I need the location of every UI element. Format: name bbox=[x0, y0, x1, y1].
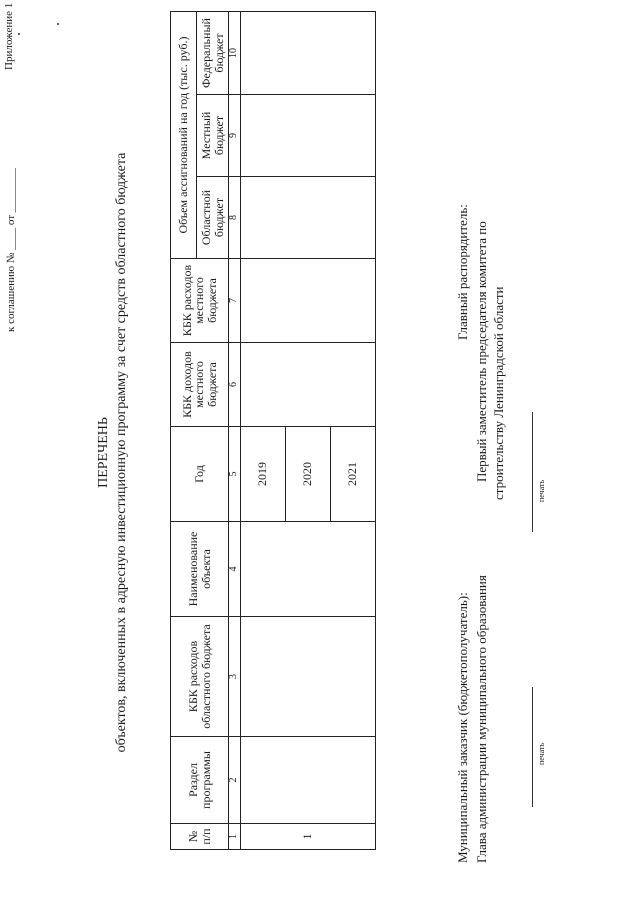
header-section: Раздел программы bbox=[171, 737, 229, 824]
manager-title: Главный распорядитель: bbox=[455, 204, 470, 340]
scan-dot bbox=[18, 33, 20, 35]
cell-section bbox=[240, 737, 375, 824]
cell-object-name bbox=[240, 522, 375, 617]
manager-position-line2: строительству Ленинградской области bbox=[491, 286, 506, 500]
cell-kbk-income-local bbox=[240, 343, 375, 427]
cell-year: 2021 bbox=[330, 427, 375, 522]
header-year: Год bbox=[171, 427, 229, 522]
cell-local-budget bbox=[240, 95, 375, 177]
header-federal-budget: Федеральный бюджет bbox=[197, 12, 229, 95]
document-subtitle: объектов, включенных в адресную инвестиционную программу за счет средств областного бюджета bbox=[114, 152, 129, 753]
manager-position-line1: Первый заместитель председателя комитета по bbox=[474, 221, 489, 482]
cell-kbk-expense-local bbox=[240, 259, 375, 343]
header-allocations: Объем ассигнований на год (тыс. руб.) bbox=[171, 12, 197, 259]
header-object-name: Наименование объекта bbox=[171, 522, 229, 617]
agreement-reference: к соглашению № ____ от ________ bbox=[5, 168, 17, 332]
column-number: 5 bbox=[229, 427, 241, 522]
cell-year: 2019 bbox=[240, 427, 285, 522]
manager-stamp-label: печать bbox=[537, 479, 546, 502]
column-number: 7 bbox=[229, 259, 241, 343]
table-row bbox=[240, 12, 285, 850]
header-local-budget: Местный бюджет bbox=[197, 95, 229, 177]
header-kbk-regional: КБК расходов областного бюджета bbox=[171, 617, 229, 737]
column-number: 1 bbox=[229, 824, 241, 850]
column-number: 6 bbox=[229, 343, 241, 427]
header-regional-budget: Областной бюджет bbox=[197, 177, 229, 259]
annex-label: Приложение 1 bbox=[3, 2, 15, 70]
manager-signature-line bbox=[532, 412, 533, 532]
document-title: ПЕРЕЧЕНЬ bbox=[96, 417, 111, 488]
objects-table bbox=[170, 11, 376, 850]
cell-year: 2020 bbox=[285, 427, 330, 522]
column-number: 4 bbox=[229, 522, 241, 617]
row-number: 1 bbox=[240, 824, 375, 850]
cell-federal-budget bbox=[240, 12, 375, 95]
customer-stamp-label: печать bbox=[537, 742, 546, 765]
header-num: № п/п bbox=[171, 824, 229, 850]
cell-regional-budget bbox=[240, 177, 375, 259]
cell-kbk-regional bbox=[240, 617, 375, 737]
customer-position: Глава администрации муниципального образования bbox=[474, 575, 489, 863]
customer-signature-line bbox=[532, 687, 533, 807]
customer-title: Муниципальный заказчик (бюджетополучатель): bbox=[455, 592, 470, 863]
header-kbk-expense-local: КБК расходов местного бюджета bbox=[171, 259, 229, 343]
column-number: 3 bbox=[229, 617, 241, 737]
column-number: 8 bbox=[229, 177, 241, 259]
scan-dot bbox=[57, 23, 59, 25]
header-kbk-income-local: КБК доходов местного бюджета bbox=[171, 343, 229, 427]
column-number: 10 bbox=[229, 12, 241, 95]
column-number: 9 bbox=[229, 95, 241, 177]
column-number: 2 bbox=[229, 737, 241, 824]
